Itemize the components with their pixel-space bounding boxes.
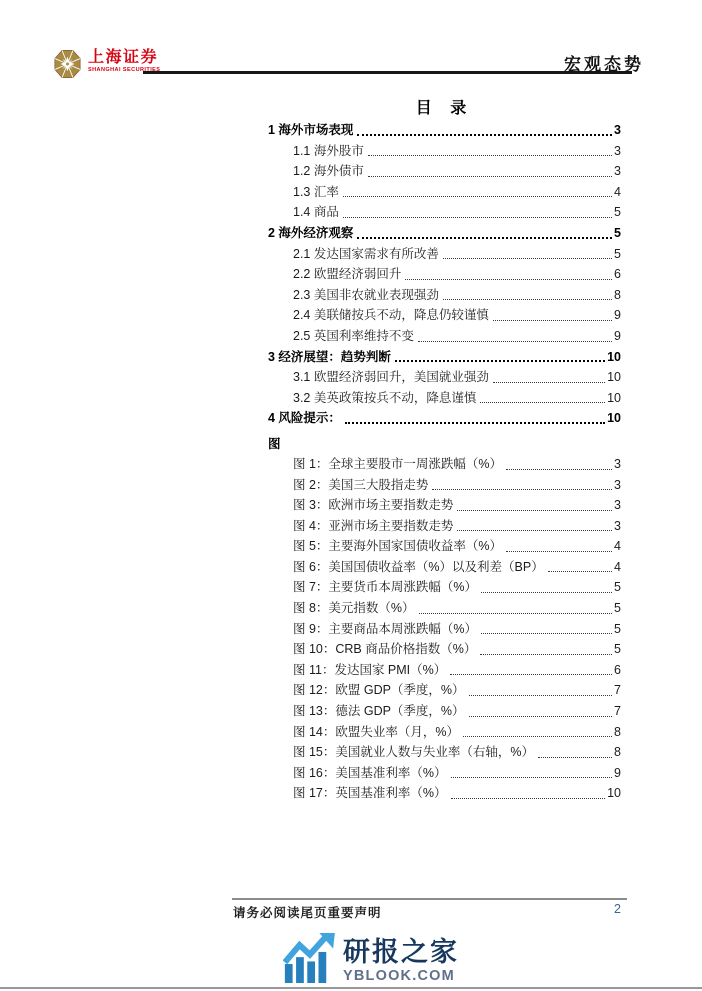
figure-entry-label: 图 6：美国国债收益率（%）以及利差（BP） (293, 559, 544, 574)
figure-entry-page: 5 (614, 642, 621, 657)
figure-entry[interactable] (268, 783, 621, 804)
toc-entry[interactable] (268, 305, 621, 326)
dot-leader (432, 489, 612, 490)
figure-entry[interactable] (268, 722, 621, 743)
toc-entry[interactable] (268, 202, 621, 223)
figure-entry-label: 图 12：欧盟 GDP（季度，%） (293, 683, 465, 698)
dot-leader (469, 695, 612, 696)
figure-entry-label: 图 3：欧洲市场主要指数走势 (293, 498, 454, 513)
toc-entry-page: 8 (614, 287, 621, 302)
dot-leader (357, 237, 612, 239)
figure-entry-page: 3 (614, 477, 621, 492)
bar-chart-arrow-icon (283, 933, 335, 983)
toc-entry-page: 3 (614, 164, 621, 179)
toc-entry-label: 1.1 海外股市 (293, 143, 364, 158)
toc-entry[interactable] (268, 223, 621, 244)
dot-leader (443, 299, 612, 300)
figure-entry[interactable] (268, 536, 621, 557)
dot-leader (419, 613, 613, 614)
figure-entry[interactable] (268, 763, 621, 784)
dot-leader (457, 510, 612, 511)
page-number: 2 (614, 902, 621, 916)
dot-leader (548, 571, 612, 572)
toc-entry-page: 4 (614, 184, 621, 199)
figure-entry-label: 图 9：主要商品本周涨跌幅（%） (293, 621, 478, 636)
watermark-site-name: 研报之家 (343, 936, 459, 967)
footer-disclaimer: 请务必阅读尾页重要声明 (233, 906, 382, 920)
toc-entry-label: 3.1 欧盟经济弱回升，美国就业强劲 (293, 370, 489, 385)
figure-entry-label: 图 11：发达国家 PMI（%） (293, 662, 447, 677)
figure-entry[interactable] (268, 680, 621, 701)
dot-leader (480, 402, 605, 403)
toc-entry-page: 9 (614, 328, 621, 343)
toc-entry[interactable] (268, 244, 621, 265)
figure-entry[interactable] (268, 577, 621, 598)
dot-leader (463, 736, 612, 737)
dot-leader (343, 217, 612, 218)
figure-entry-page: 3 (614, 456, 621, 471)
toc-entry-page: 3 (614, 143, 621, 158)
figure-entry[interactable] (268, 660, 621, 681)
header-divider (143, 71, 632, 74)
figure-entry[interactable] (268, 598, 621, 619)
dot-leader (345, 422, 605, 424)
yblook-watermark-logo[interactable] (283, 933, 459, 983)
brand-name-cn: 上海证券 (88, 49, 159, 66)
toc-entry-page: 10 (607, 370, 621, 385)
toc-entry[interactable] (268, 141, 621, 162)
toc-entry-page: 5 (614, 225, 621, 240)
figure-entry[interactable] (268, 475, 621, 496)
figure-entry-label: 图 17：英国基准利率（%） (293, 786, 447, 801)
dot-leader (395, 360, 605, 362)
toc-entry[interactable] (268, 285, 621, 306)
toc-entry-label: 2.3 美国非农就业表现强劲 (293, 287, 439, 302)
watermark-site-domain: YBLOOK.COM (343, 967, 455, 984)
figure-entry-label: 图 5：主要海外国家国债收益率（%） (293, 539, 503, 554)
figure-entry-page: 3 (614, 518, 621, 533)
report-category-label: 宏观态势 (564, 55, 644, 74)
figure-entry-page: 5 (614, 580, 621, 595)
toc-entry[interactable] (268, 408, 621, 429)
figure-entry-label: 图 13：德法 GDP（季度，%） (293, 704, 465, 719)
toc-entry-page: 6 (614, 267, 621, 282)
toc-entry[interactable] (268, 182, 621, 203)
dot-leader (457, 530, 612, 531)
toc-entry-page: 3 (614, 123, 621, 137)
figure-entry[interactable] (268, 639, 621, 660)
toc-entry-label: 2.5 英国利率维持不变 (293, 328, 414, 343)
dot-leader (493, 382, 605, 383)
figure-entry-page: 7 (614, 704, 621, 719)
dot-leader (368, 155, 612, 156)
dot-leader (493, 320, 612, 321)
figure-entry-page: 9 (614, 765, 621, 780)
figure-entry-page: 7 (614, 683, 621, 698)
toc-entry-page: 10 (607, 411, 621, 426)
dot-leader (481, 592, 612, 593)
dot-leader (368, 176, 612, 177)
figure-entry-page: 4 (614, 559, 621, 574)
dot-leader (451, 777, 613, 778)
toc-entry-label: 2.2 欧盟经济弱回升 (293, 267, 402, 282)
toc-entry-label: 2.1 发达国家需求有所改善 (293, 246, 439, 261)
toc-entry-label: 3 经济展望：趋势判断 (268, 349, 391, 364)
dot-leader (343, 196, 612, 197)
dot-leader (506, 469, 612, 470)
figure-entry[interactable] (268, 516, 621, 537)
figure-entry-page: 5 (614, 601, 621, 616)
dot-leader (481, 633, 612, 634)
shanghai-securities-octagon-icon (54, 49, 81, 79)
toc-block (268, 120, 621, 804)
toc-entry-page: 10 (607, 349, 621, 364)
toc-entry-label: 2 海外经济观察 (268, 225, 354, 240)
figure-entries (268, 454, 621, 804)
dot-leader (469, 716, 612, 717)
toc-title: 目 录 (415, 100, 474, 117)
toc-entry[interactable] (268, 347, 621, 368)
toc-entry-label: 1 海外市场表现 (268, 123, 354, 137)
toc-entry-page: 5 (614, 246, 621, 261)
figure-entry-label: 图 8：美元指数（%） (293, 601, 415, 616)
figure-entry-label: 图 1：全球主要股市一周涨跌幅（%） (293, 456, 503, 471)
figure-entry-page: 10 (607, 786, 621, 801)
dot-leader (357, 134, 612, 136)
toc-entry[interactable] (268, 120, 621, 141)
figure-list-heading: 图 (268, 436, 281, 451)
figure-entry-page: 8 (614, 745, 621, 760)
toc-entry[interactable] (268, 161, 621, 182)
figure-entry[interactable] (268, 701, 621, 722)
figure-entry-label: 图 10：CRB 商品价格指数（%） (293, 642, 477, 657)
dot-leader (450, 674, 612, 675)
dot-leader (538, 757, 612, 758)
shanghai-securities-logo (54, 49, 160, 79)
figure-entry-label: 图 7：主要货币本周涨跌幅（%） (293, 580, 478, 595)
figure-entry-label: 图 16：美国基准利率（%） (293, 765, 447, 780)
figure-entry-label: 图 4：亚洲市场主要指数走势 (293, 518, 454, 533)
toc-entry-label: 1.2 海外债市 (293, 164, 364, 179)
toc-entry-page: 9 (614, 308, 621, 323)
figure-entry[interactable] (268, 495, 621, 516)
figure-entry-page: 4 (614, 539, 621, 554)
toc-entry-label: 3.2 美英政策按兵不动，降息谨慎 (293, 390, 477, 405)
toc-entry-page: 5 (614, 205, 621, 220)
dot-leader (451, 798, 606, 799)
toc-entries (268, 120, 621, 429)
figure-entry[interactable] (268, 557, 621, 578)
brand-name-en: SHANGHAI SECURITIES (88, 67, 161, 73)
toc-entry-label: 2.4 美联储按兵不动，降息仍较谨慎 (293, 308, 489, 323)
figure-entry-label: 图 14：欧盟失业率（月，%） (293, 724, 459, 739)
figure-entry-page: 5 (614, 621, 621, 636)
footer-divider (232, 898, 627, 900)
toc-entry-label: 1.4 商品 (293, 205, 339, 220)
toc-entry-label: 4 风险提示： (268, 411, 341, 426)
figure-entry-label: 图 15：美国就业人数与失业率（右轴，%） (293, 745, 534, 760)
figure-entry[interactable] (268, 454, 621, 475)
dot-leader (443, 258, 612, 259)
bottom-edge-divider (0, 987, 702, 989)
toc-entry-page: 10 (607, 390, 621, 405)
figure-entry-label: 图 2：美国三大股指走势 (293, 477, 429, 492)
figure-entry-page: 6 (614, 662, 621, 677)
dot-leader (506, 551, 612, 552)
figure-entry-page: 8 (614, 724, 621, 739)
toc-entry[interactable] (268, 326, 621, 347)
dot-leader (405, 279, 612, 280)
dot-leader (480, 654, 612, 655)
toc-entry[interactable] (268, 388, 621, 409)
figure-entry-page: 3 (614, 498, 621, 513)
dot-leader (418, 341, 612, 342)
toc-entry[interactable] (268, 367, 621, 388)
toc-entry-label: 1.3 汇率 (293, 184, 339, 199)
figure-entry[interactable] (268, 619, 621, 640)
figure-entry[interactable] (268, 742, 621, 763)
toc-entry[interactable] (268, 264, 621, 285)
